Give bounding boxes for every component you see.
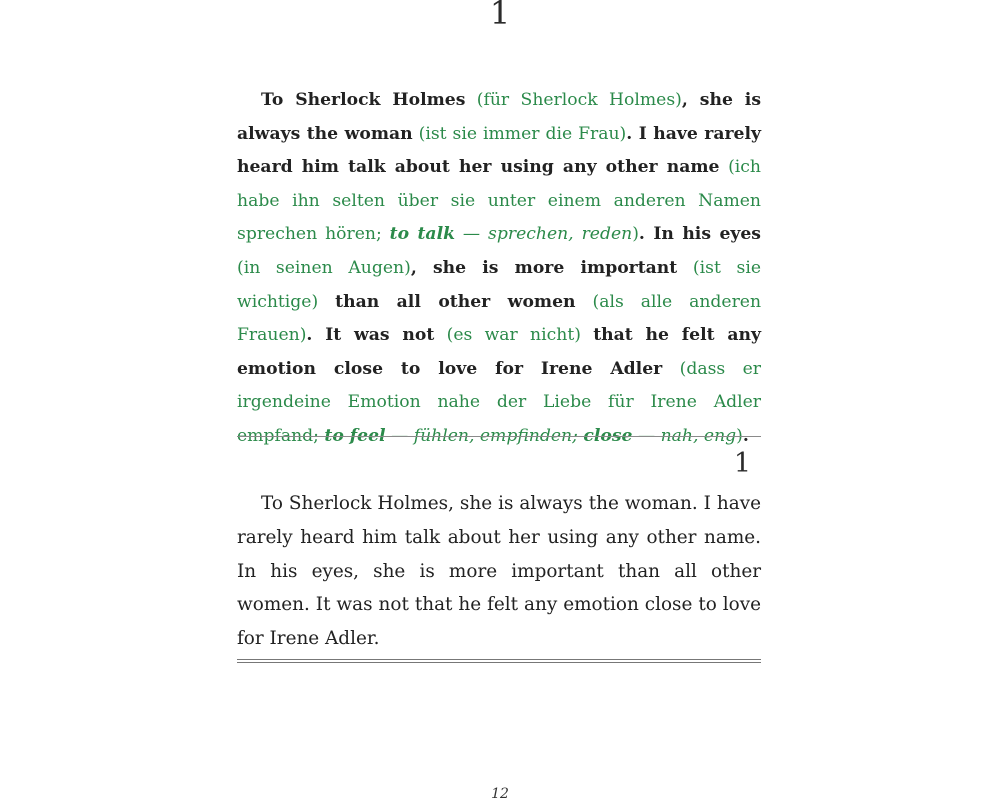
glossary-definition: — sprechen, reden [455, 224, 633, 245]
glossary-definition: — nah, eng [632, 425, 737, 446]
english-phrase: . In his eyes [638, 224, 761, 245]
english-phrase: than all other women [335, 291, 576, 312]
german-translation: ) [632, 224, 639, 245]
german-translation: (ist sie immer die Frau) [418, 123, 627, 144]
glossary-headword: close [583, 425, 633, 446]
english-phrase: . It was not [306, 325, 435, 346]
glossary-headword: to talk [389, 224, 456, 245]
english-phrase: To Sherlock Holmes [261, 90, 466, 110]
annotated-paragraph [237, 84, 761, 454]
german-translation: (ist sie wichtige) [237, 257, 761, 312]
german-translation: ) [736, 425, 743, 446]
glossary-definition: — fühlen, empfinden; [385, 425, 584, 446]
german-translation: (dass er irgendeine Emotion nahe der Liebe für Irene Adler empfand; [237, 358, 761, 446]
glossary-entry [390, 224, 455, 244]
german-translation: (es war nicht) [446, 325, 581, 346]
section-end-double-rule [237, 659, 761, 663]
german-translation: (für Sherlock Holmes) [476, 90, 682, 110]
german-translation: (in seinen Augen) [237, 257, 411, 278]
page-number: 12 [491, 786, 509, 802]
english-phrase: . I have rarely heard him talk about her using any other name [237, 123, 761, 178]
english-phrase: that he felt any emotion close to love for Irene Adler [237, 325, 762, 379]
section-divider [237, 436, 761, 437]
german-translation: (als alle anderen Frauen) [237, 291, 762, 346]
english-phrase: , she is more important [410, 257, 678, 278]
section-number: 1 [733, 448, 751, 479]
english-phrase: . [742, 425, 749, 446]
english-phrase: , she is always the woman [237, 90, 761, 144]
chapter-number: 1 [489, 0, 511, 32]
plain-paragraph: To Sherlock Holmes, she is always the woman. I have rarely heard him talk about her using any other name. In his eyes, she is more important than all other women. It was not that he felt any emotion close to love for Irene Adler. [237, 493, 761, 650]
german-translation: (ich habe ihn selten über sie unter einem anderen Namen sprechen hören; [237, 157, 761, 245]
glossary-headword: to feel [324, 425, 386, 446]
